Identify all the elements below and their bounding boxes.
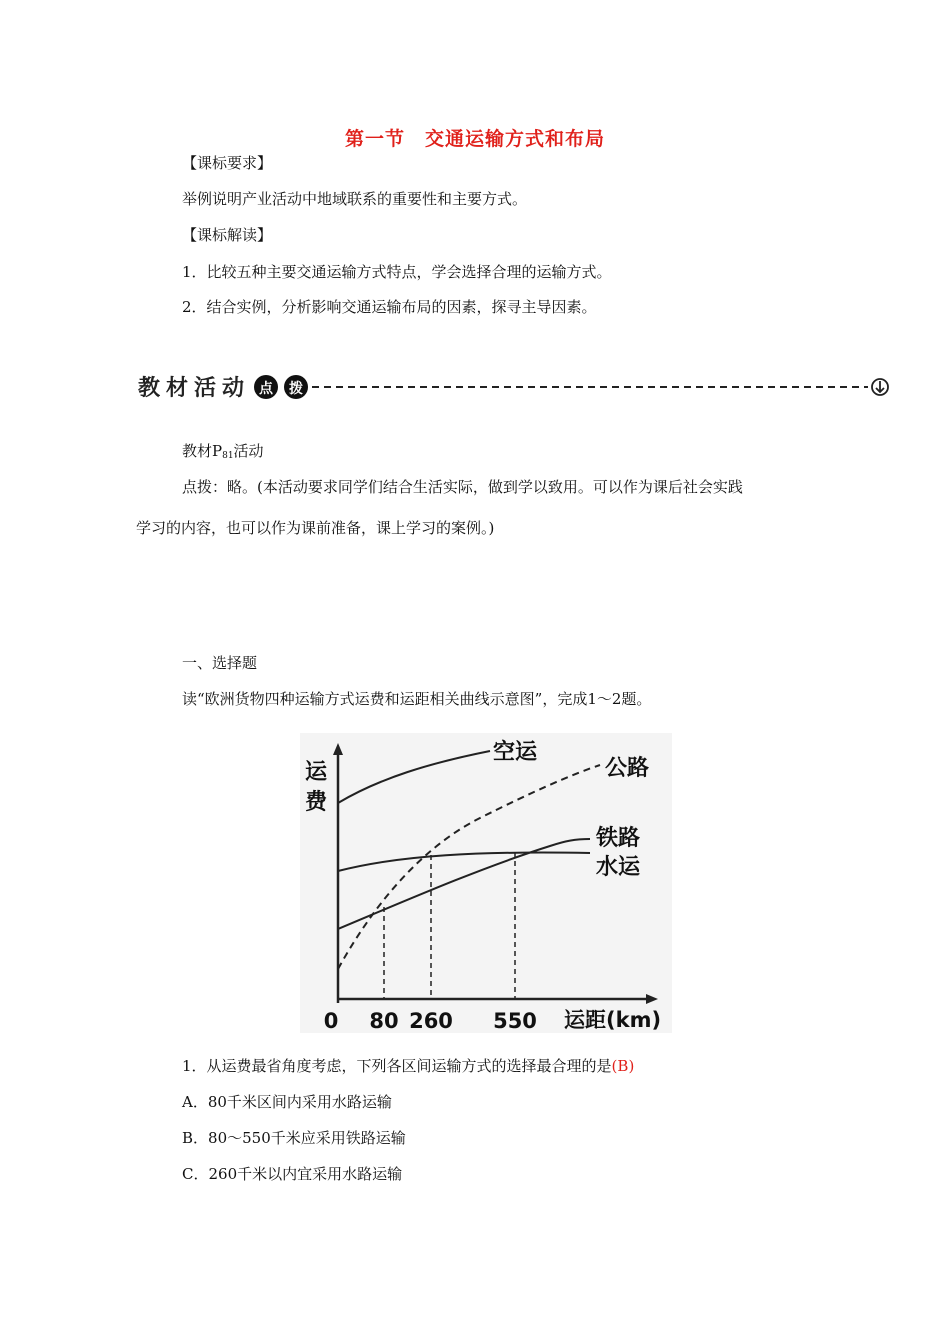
option-a: A．80千米区间内采用水路运输 [182, 1093, 392, 1111]
banner-char: 动 [222, 376, 245, 401]
answer-key: B [617, 1057, 629, 1075]
activity-label: 教材$P_{81}$活动 [182, 442, 264, 461]
arrow-down-circle-icon [872, 379, 888, 395]
freight-cost-distance-chart [300, 733, 672, 1033]
interpretation-item: 1．比较五种主要交通运输方式特点，学会选择合理的运输方式。 [182, 263, 612, 281]
x-tick-label: 80 [369, 1009, 399, 1033]
banner-char: 材 [166, 376, 189, 401]
activity-tip-line: 学习的内容，也可以作为课前准备，课上学习的案例。) [136, 519, 495, 537]
activity-tip-line: 点拨：略。(本活动要求同学们结合生活实际，做到学以致用。可以作为课后社会实践 [182, 478, 743, 496]
interpretation-item: 2．结合实例，分析影响交通运输布局的因素，探寻主导因素。 [182, 298, 597, 316]
y-axis-label-char: 运 [305, 760, 328, 785]
option-b: B．80～550千米应采用铁路运输 [182, 1129, 406, 1147]
exercise-heading: 一、选择题 [182, 654, 258, 672]
series-label-road: 公路 [605, 756, 650, 781]
section-heading-interpretation: 【课标解读】 [182, 226, 273, 244]
answer-close: ) [628, 1057, 635, 1075]
banner-badge: 拨 [289, 381, 303, 397]
series-label-rail: 铁路 [596, 826, 641, 851]
banner-char: 教 [138, 376, 161, 401]
question-1-stem: 1．从运费最省角度考虑，下列各区间运输方式的选择最合理的是(B) [182, 1057, 635, 1075]
y-axis-label-char: 费 [305, 790, 328, 815]
series-label-air: 空运 [493, 740, 538, 765]
banner-badge: 点 [259, 381, 273, 397]
requirements-text: 举例说明产业活动中地域联系的重要性和主要方式。 [182, 190, 528, 208]
x-axis-label: 运距(km) [564, 1008, 662, 1032]
page-title: 第一节 交通运输方式和布局 [344, 128, 605, 150]
x-tick-label: 0 [323, 1009, 339, 1033]
x-tick-label: 260 [409, 1009, 453, 1033]
series-label-water: 水运 [596, 855, 641, 880]
option-c: C．260千米以内宜采用水路运输 [182, 1165, 403, 1183]
exercise-intro: 读“欧洲货物四种运输方式运费和运距相关曲线示意图”，完成1～2题。 [182, 690, 652, 708]
banner-char: 活 [194, 376, 217, 401]
activity-banner [136, 370, 896, 404]
section-heading-requirements: 【课标要求】 [182, 154, 273, 172]
x-tick-label: 550 [493, 1009, 537, 1033]
answer-open: ( [611, 1057, 618, 1075]
